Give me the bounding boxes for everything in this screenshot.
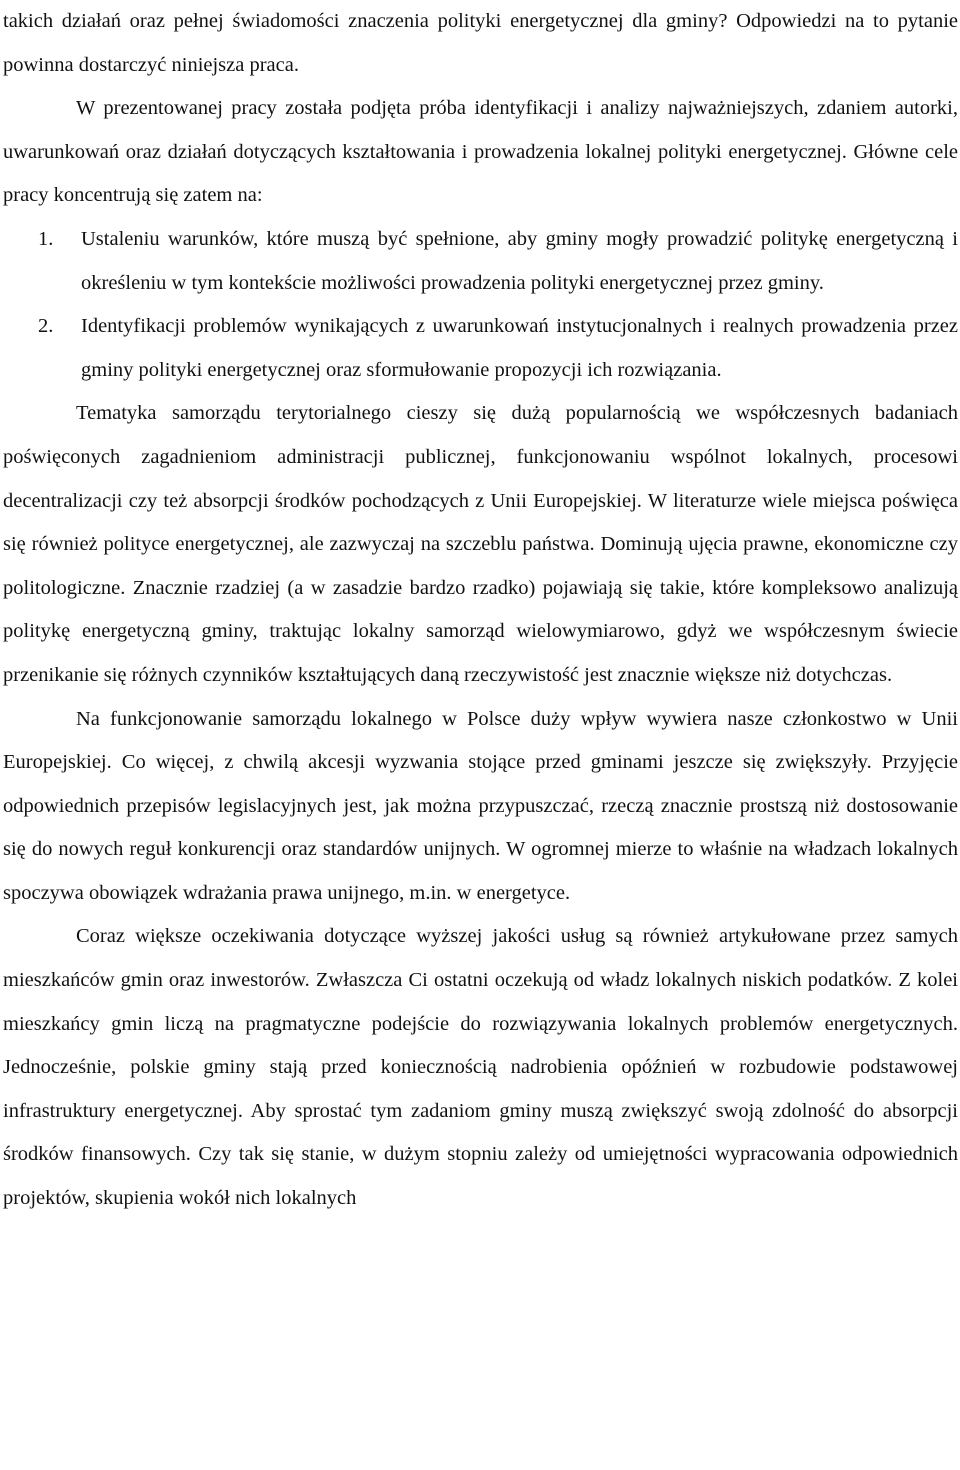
document-page xyxy=(3,0,958,1221)
paragraph-self-government-topic: Tematyka samorządu terytorialnego cieszy się dużą popularnością we współczesnych badaniach poświęconych zagadnieniom administracji publicznej, funkcjonowaniu wspólnot lokalnych, procesowi decentralizacji czy też absorpcji środków pochodzących z Unii Europejskiej. W literaturze wiele miejsca poświęca się również polityce energetycznej, ale zazwyczaj na szczeblu państwa. Dominują ujęcia prawne, ekonomiczne czy politologiczne. Znacznie rzadziej (a w zasadzie bardzo rzadko) pojawiają się takie, które kompleksowo analizują politykę energetyczną gminy, traktując lokalny samorząd wielowymiarowo, gdyż we współczesnym świecie przenikanie się różnych czynników kształtujących daną rzeczywistość jest znacznie większe niż dotychczas. xyxy=(3,402,958,686)
list-item-1 xyxy=(3,218,958,305)
list-number: 2. xyxy=(38,315,54,338)
list-item-2 xyxy=(3,305,958,392)
paragraph-intro-continuation: takich działań oraz pełnej świadomości znaczenia polityki energetycznej dla gminy? Odpowiedzi na to pytanie powinna dostarczyć niniejsza praca. xyxy=(3,10,958,76)
list-number: 1. xyxy=(38,227,54,250)
paragraph-eu-membership: Na funkcjonowanie samorządu lokalnego w Polsce duży wpływ wywiera nasze członkostwo w Unii Europejskiej. Co więcej, z chwilą akcesji wyzwania stojące przed gminami jeszcze się zwiększyły. Przyjęcie odpowiednich przepisów legislacyjnych jest, jak można przypuszczać, rzeczą znacznie prostszą niż dostosowanie się do nowych reguł konkurencji oraz standardów unijnych. W ogromnej mierze to właśnie na władzach lokalnych spoczywa obowiązek wdrażania prawa unijnego, m.in. w energetyce. xyxy=(3,707,958,904)
paragraph-expectations: Coraz większe oczekiwania dotyczące wyższej jakości usług są również artykułowane przez samych mieszkańców gmin oraz inwestorów. Zwłaszcza Ci ostatni oczekują od władz lokalnych niskich podatków. Z kolei mieszkańcy gmin liczą na pragmatyczne podejście do rozwiązywania lokalnych problemów energetycznych. Jednocześnie, polskie gminy stają przed koniecznością nadrobienia opóźnień w rozbudowie podstawowej infrastruktury energetycznej. Aby sprostać tym zadaniom gminy muszą zwiększyć swoją zdolność do absorpcji środków finansowych. Czy tak się stanie, w dużym stopniu zależy od umiejętności wypracowania odpowiednich projektów, skupienia wokół nich lokalnych xyxy=(3,925,958,1210)
list-item-text: Identyfikacji problemów wynikających z uwarunkowań instytucjonalnych i realnych prowadzenia przez gminy polityki energetycznej oraz sformułowanie propozycji ich rozwiązania. xyxy=(81,315,958,381)
list-item-text: Ustaleniu warunków, które muszą być spełnione, aby gminy mogły prowadzić politykę energetyczną i określeniu w tym kontekście możliwości prowadzenia polityki energetycznej przez gminy. xyxy=(81,227,958,294)
paragraph-aims: W prezentowanej pracy została podjęta próba identyfikacji i analizy najważniejszych, zdaniem autorki, uwarunkowań oraz działań dotyczących kształtowania i prowadzenia lokalnej polityki energetycznej. Główne cele pracy koncentrują się zatem na: xyxy=(3,97,958,207)
